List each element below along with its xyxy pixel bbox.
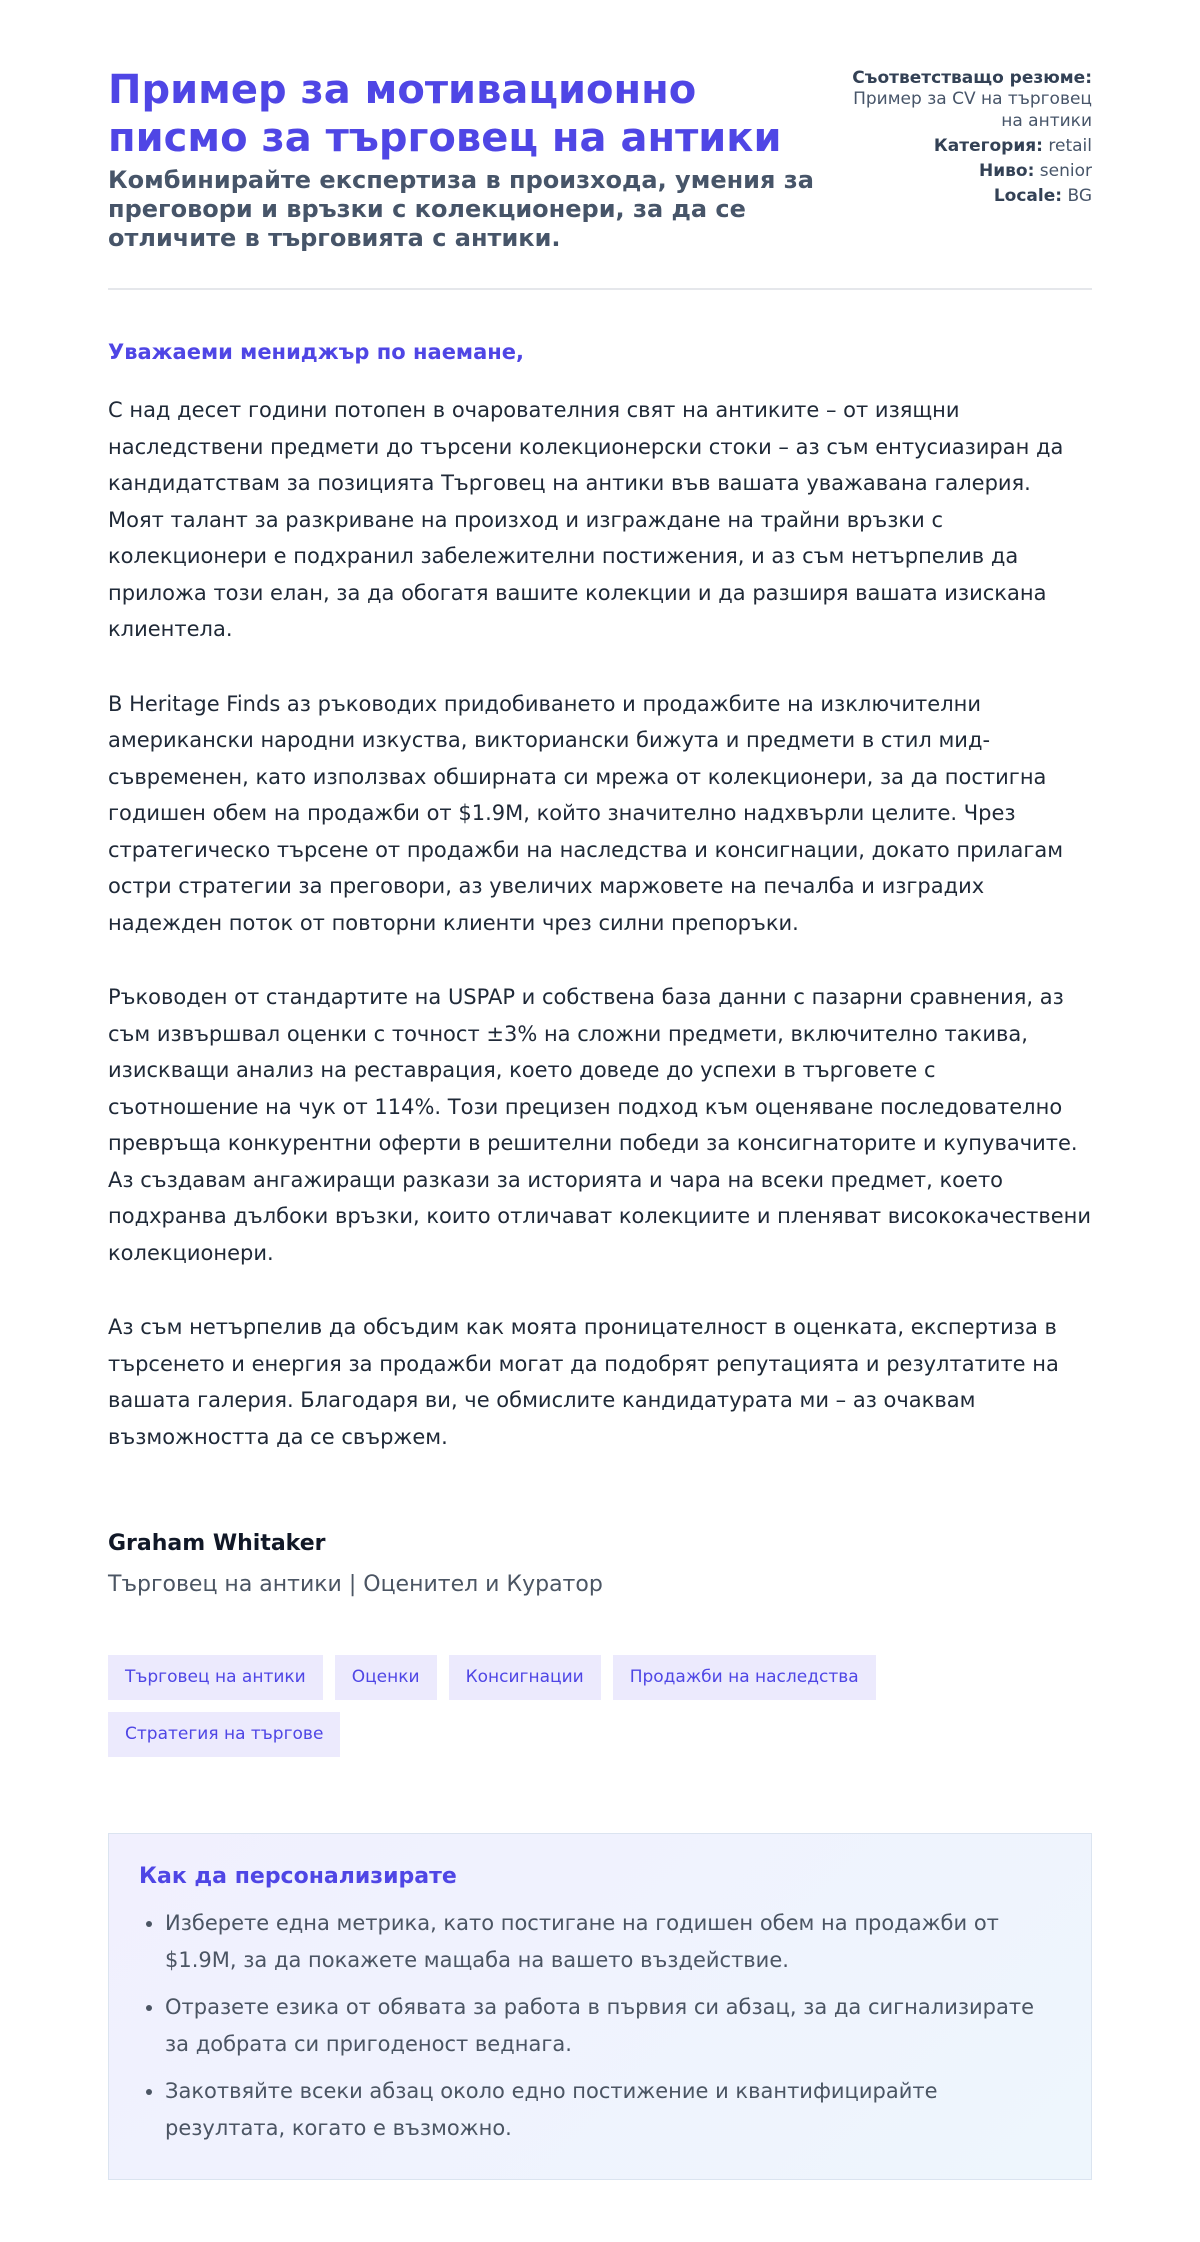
- title-block: [108, 66, 844, 252]
- meta-category-label: Категория:: [933, 135, 1043, 156]
- meta-level-value: senior: [1039, 161, 1092, 181]
- tips-title: Как да персонализирате: [139, 1864, 457, 1890]
- tip-item: • Закотвяйте всеки абзац около едно постижение и квантифицирайте резултата, когато е възможно.: [165, 2073, 1061, 2147]
- meta-level: [844, 161, 1092, 182]
- tips-box: [108, 1833, 1092, 2180]
- signature-title: Търговец на антики | Оценител и Куратор: [108, 1572, 603, 1598]
- signature-name: Graham Whitaker: [108, 1531, 326, 1557]
- tag[interactable]: Търговец на антики: [108, 1655, 323, 1700]
- meta-locale: [844, 186, 1092, 207]
- page-title: Пример за мотивационно писмо за търговец на антики: [108, 67, 782, 161]
- letter-paragraph: Аз съм нетърпелив да обсъдим как моята проницателност в оценката, експертиза в търсенето и енергия за продажби могат да подобрят репутацията и резултатите на вашата галерия. Благодаря ви, че обмислите кандидатурата ми – аз очаквам възможността да се свържем.: [108, 1315, 1059, 1449]
- meta-category: [844, 136, 1092, 157]
- tag[interactable]: Стратегия на търгове: [108, 1712, 340, 1757]
- letter-paragraph: С над десет години потопен в очарователния свят на антиките – от изящни наследствени предмети до търсени колекционерски стоки – аз съм ентусиазиран да кандидатствам за позицията Търговец на антики във вашата уважавана галерия. Моят талант за разкриване на произход и изграждане на трайни връзки с колекционери е подхранил забележителни постижения, и аз съм нетърпелив да приложа този елан, за да обогатя вашите колекции и да разширя вашата изискана клиентела.: [108, 398, 1064, 642]
- tag[interactable]: Продажби на наследства: [613, 1655, 876, 1700]
- meta-locale-value: BG: [1067, 186, 1092, 207]
- signature-block: [108, 1531, 1092, 1597]
- tip-item: • Изберете една метрика, като постигане на годишен обем на продажби от $1.9M, за да покажете мащаба на вашето въздействие.: [165, 1905, 1061, 1979]
- letter-greeting: Уважаеми мениджър по наемане,: [108, 340, 525, 365]
- meta-category-value: retail: [1048, 135, 1092, 156]
- letter-paragraph: Ръководен от стандартите на USPAP и собствена база данни с пазарни сравнения, аз съм извършвал оценки с точност ±3% на сложни предмети, включително такива, изискващи анализ на реставрация, което доведе до успехи в търговете с съотношение на чук от 114%. Този прецизен подход към оценяване последователно превръща конкурентни оферти в решителни победи за консигнаторите и купувачите. Аз създавам ангажиращи разкази за историята и чара на всеки предмет, което подхранва дълбоки връзки, които отличават колекциите и пленяват висококачествени колекционери.: [108, 985, 1092, 1265]
- tag[interactable]: Консигнации: [449, 1655, 601, 1700]
- meta-resume-value[interactable]: Пример за CV на търговец на антики: [853, 89, 1092, 131]
- page-subtitle: Комбинирайте експертиза в произхода, умения за преговори и връзки с колекционери, за да се отличите в търговията с антики.: [108, 166, 814, 252]
- letter-paragraph: В Heritage Finds аз ръководих придобиването и продажбите на изключителни американски народни изкуства, викториански бижута и предмети в стил мид-съвременен, като използвах обширната си мрежа от колекционери, за да постигна годишен обем на продажби от $1.9M, който значително надхвърли целите. Чрез стратегическо търсене от продажби на наследства и консигнации, докато прилагам остри стратегии за преговори, аз увеличих маржовете на печалба и изградих надежден поток от повторни клиенти чрез силни препоръки.: [108, 691, 1064, 935]
- tip-item: • Отразете езика от обявата за работа в първия си абзац, за да сигнализирате за добрата си пригоденост веднага.: [165, 1989, 1061, 2063]
- meta-level-label: Ниво:: [979, 161, 1035, 181]
- tips-list: [139, 1905, 1061, 2147]
- page-header: [108, 66, 1092, 290]
- meta-locale-label: Locale:: [993, 186, 1063, 207]
- meta-resume: [844, 68, 1092, 132]
- meta-resume-label: Съответстващо резюме:: [852, 68, 1092, 88]
- tag[interactable]: Оценки: [335, 1655, 437, 1700]
- meta-panel: [844, 66, 1092, 212]
- tag-list: [108, 1655, 1092, 1769]
